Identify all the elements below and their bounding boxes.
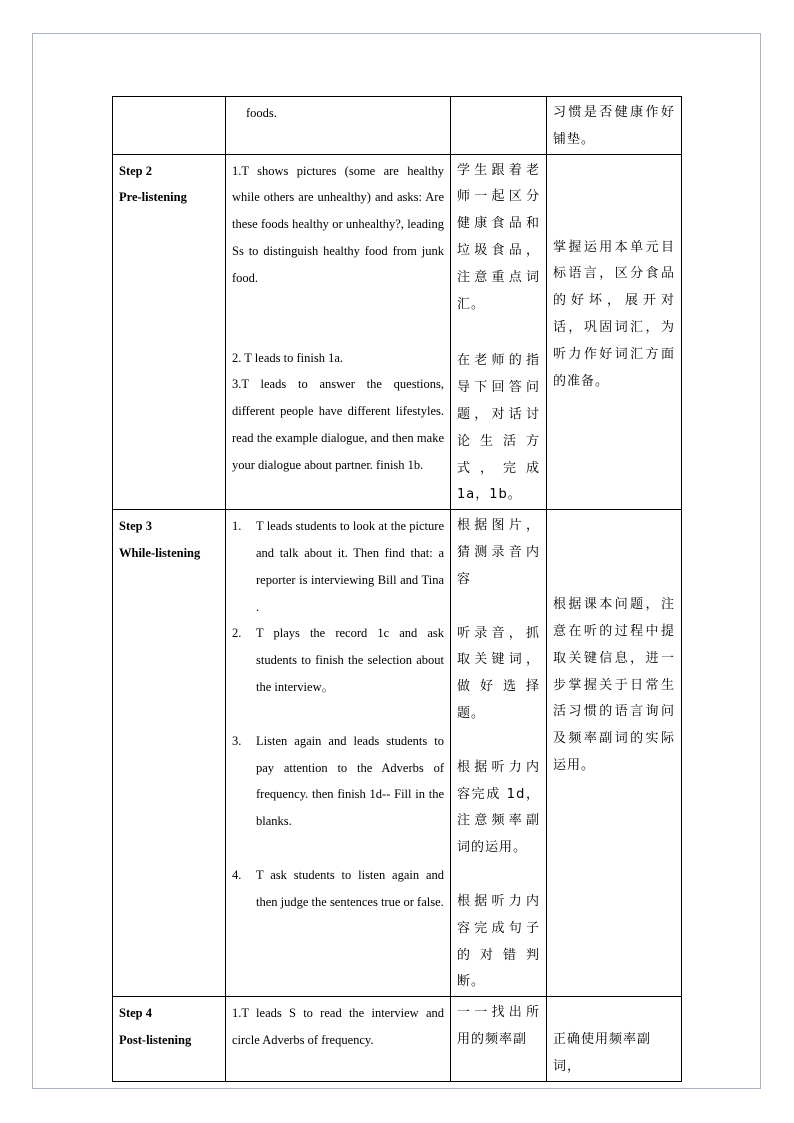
activity-cell	[226, 997, 451, 1082]
step-cell-step2	[113, 154, 226, 510]
list-number: 4.	[232, 867, 242, 882]
table-row-step4	[113, 997, 682, 1082]
list-text: T plays the record 1c and ask students to finish the selection about the interview。	[256, 626, 444, 694]
activity-item-2: 2. T leads to finish 1a.	[232, 350, 343, 365]
step-cell-step4	[113, 997, 226, 1082]
student-cell	[451, 97, 547, 155]
list-number: 2.	[232, 626, 242, 641]
list-item	[232, 513, 444, 620]
student-text-1: 学生跟着老师一起区分健康食品和垃圾食品，注意重点词汇。	[457, 162, 540, 312]
step-subtitle: Post-listening	[119, 1032, 192, 1047]
activity-text: 1.T leads S to read the interview and circle Adverbs of frequency.	[232, 1006, 444, 1047]
purpose-text: 正确使用频率副词，	[553, 1032, 652, 1074]
student-cell	[451, 510, 547, 997]
lesson-plan-table	[112, 96, 682, 1082]
list-item	[232, 728, 444, 835]
list-item	[232, 862, 444, 916]
step-cell-step3	[113, 510, 226, 997]
student-text-1: 根据图片，猜测录音内容	[457, 518, 540, 587]
student-text-2: 听录音，抓取关键词，做好选择题。	[457, 625, 540, 721]
purpose-text: 习惯是否健康作好铺垫。	[553, 105, 675, 147]
step-title: Step 4	[119, 1006, 152, 1021]
purpose-cell	[547, 97, 682, 155]
activity-item-1: 1.T shows pictures (some are healthy while others are unhealthy) and asks: Are these foods healthy or unhealthy?, leading Ss to distinguish healthy food from junk food.	[232, 163, 444, 285]
student-text-2: 在老师的指导下回答问题，对话讨论生活方式，完成 1a，1b。	[457, 353, 540, 503]
list-text: Listen again and leads students to pay attention to the Adverbs of frequency. then finish 1d-- Fill in the blanks.	[256, 733, 444, 829]
purpose-cell	[547, 510, 682, 997]
student-text-4: 根据听力内容完成句子的对错判断。	[457, 893, 540, 990]
step-subtitle: While-listening	[119, 545, 201, 560]
step-title: Step 2	[119, 163, 152, 178]
purpose-cell	[547, 997, 682, 1082]
activity-text: foods.	[246, 106, 277, 120]
step-title: Step 3	[119, 519, 152, 534]
activity-cell	[226, 97, 451, 155]
list-text: T leads students to look at the picture and talk about it. Then find that: a reporter is interviewing Bill and Tina .	[256, 519, 444, 614]
purpose-text: 根据课本问题，注意在听的过程中提取关键信息，进一步掌握关于日常生活习惯的语言询问及频率副词的实际运用。	[553, 597, 675, 773]
student-cell	[451, 154, 547, 510]
student-text: 一一找出所用的频率副	[457, 1005, 540, 1047]
purpose-cell	[547, 154, 682, 510]
list-number: 1.	[232, 519, 242, 534]
list-number: 3.	[232, 733, 242, 748]
step-cell-empty	[113, 97, 226, 155]
table-row-step2	[113, 154, 682, 510]
list-item	[232, 620, 444, 700]
list-text: T ask students to listen again and then judge the sentences true or false.	[256, 867, 444, 909]
student-cell	[451, 997, 547, 1082]
purpose-text: 掌握运用本单元目标语言，区分食品的好坏，展开对话，巩固词汇，为听力作好词汇方面的准备。	[553, 239, 675, 389]
step-subtitle: Pre-listening	[119, 190, 187, 205]
table-row-step3	[113, 510, 682, 997]
table-row-continuation	[113, 97, 682, 155]
activity-item-3: 3.T leads to answer the questions, different people have different lifestyles. read the example dialogue, and then make your dialogue about partner. finish 1b.	[232, 377, 444, 472]
activity-cell	[226, 154, 451, 510]
activity-cell	[226, 510, 451, 997]
student-text-3: 根据听力内容完成 1d，注意频率副词的运用。	[457, 759, 540, 856]
